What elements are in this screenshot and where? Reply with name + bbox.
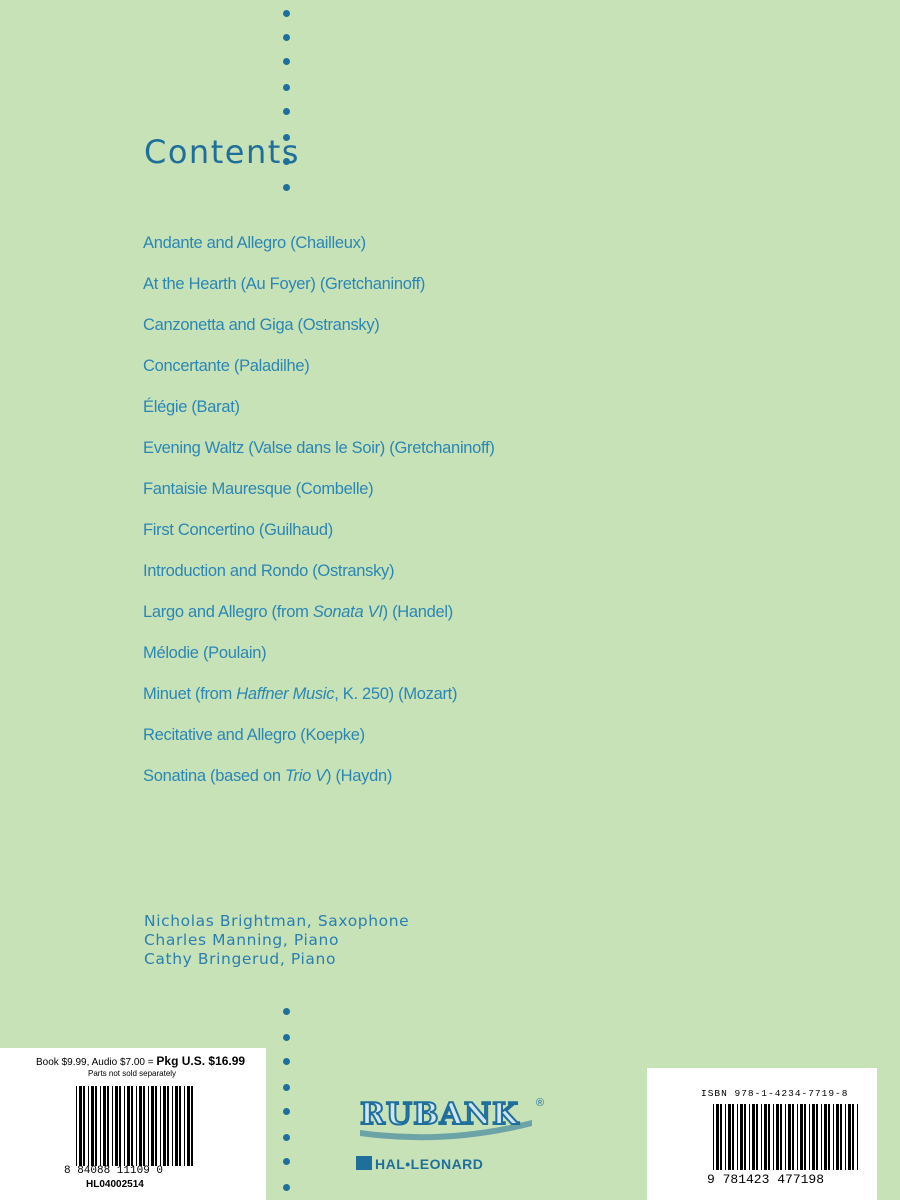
- barcode-bar: [785, 1104, 786, 1170]
- decorative-dot: [283, 108, 290, 115]
- barcode-bar: [179, 1086, 181, 1166]
- credit-line: Cathy Bringerud, Piano: [144, 950, 337, 968]
- barcode-bar: [91, 1086, 94, 1166]
- contents-item: [143, 275, 495, 316]
- contents-text: Largo and Allegro (from: [143, 603, 313, 621]
- decorative-dot: [283, 1184, 290, 1191]
- price-line: [36, 1054, 245, 1068]
- upc-digits: 8 84088 11109 0: [64, 1165, 164, 1177]
- barcode-bar: [187, 1086, 190, 1166]
- barcode-bar: [112, 1086, 113, 1166]
- registered-mark: ®: [536, 1097, 545, 1109]
- barcode-bar: [148, 1086, 149, 1166]
- decorative-dot: [283, 1134, 290, 1141]
- barcode-bar: [809, 1104, 810, 1170]
- contents-text: Introduction and Rondo (Ostransky): [143, 562, 395, 580]
- barcode-bar: [828, 1104, 830, 1170]
- contents-text: Élégie (Barat): [143, 398, 240, 416]
- contents-item: [143, 398, 495, 439]
- barcode-bar: [725, 1104, 726, 1170]
- price-sticker: [0, 1048, 266, 1200]
- contents-item: [143, 234, 495, 275]
- barcode-bar: [100, 1086, 101, 1166]
- contents-item: [143, 480, 495, 521]
- barcode-bar: [119, 1086, 121, 1166]
- isbn-sticker: [647, 1068, 877, 1200]
- barcode-bar: [749, 1104, 750, 1170]
- barcode-bar: [744, 1104, 746, 1170]
- contents-list: [143, 234, 495, 808]
- barcode-bar: [804, 1104, 806, 1170]
- credit-line: Charles Manning, Piano: [144, 931, 340, 949]
- barcode-bar: [88, 1086, 89, 1166]
- barcode-bar: [840, 1104, 842, 1170]
- contents-text: Minuet (from: [143, 685, 237, 703]
- decorative-dot: [283, 184, 290, 191]
- contents-item: [143, 439, 495, 480]
- barcode-bar: [172, 1086, 173, 1166]
- price-total: Pkg U.S. $16.99: [156, 1054, 246, 1068]
- barcode-bar: [812, 1104, 815, 1170]
- contents-item: [143, 357, 495, 398]
- barcode-bar: [167, 1086, 169, 1166]
- contents-text: Recitative and Allegro (Koepke): [143, 726, 365, 744]
- price-breakdown: Book $9.99, Audio $7.00 =: [36, 1057, 157, 1068]
- contents-item: [143, 685, 495, 726]
- barcode-bar: [139, 1086, 142, 1166]
- price-note: Parts not sold separately: [88, 1069, 177, 1078]
- barcode-bar: [155, 1086, 157, 1166]
- decorative-dot: [283, 1108, 290, 1115]
- contents-item: [143, 603, 495, 644]
- barcode-bar: [184, 1086, 185, 1166]
- barcode-bar: [740, 1104, 743, 1170]
- barcode-bar: [713, 1104, 714, 1170]
- barcode-bar: [773, 1104, 774, 1170]
- barcode-bar: [143, 1086, 145, 1166]
- product-code: HL04002514: [86, 1179, 144, 1190]
- barcode-bar: [83, 1086, 85, 1166]
- contents-item: [143, 767, 495, 808]
- barcode-bar: [163, 1086, 166, 1166]
- barcode-bar: [848, 1104, 851, 1170]
- rubank-wordmark: RUBANK: [360, 1097, 520, 1132]
- contents-item: [143, 562, 495, 603]
- contents-text: ) (Handel): [382, 603, 453, 621]
- barcode-bar: [752, 1104, 755, 1170]
- barcode-bar: [761, 1104, 762, 1170]
- barcode-bar: [852, 1104, 854, 1170]
- upc-barcode: [76, 1086, 196, 1166]
- decorative-dot: [283, 1158, 290, 1165]
- decorative-dot: [283, 34, 290, 41]
- barcode-bar: [756, 1104, 758, 1170]
- isbn-barcode: [713, 1104, 861, 1170]
- contents-text: Concertante (Paladilhe): [143, 357, 310, 375]
- contents-text: ) (Haydn): [325, 767, 393, 785]
- decorative-dot: [283, 10, 290, 17]
- barcode-bar: [845, 1104, 846, 1170]
- barcode-bar: [788, 1104, 791, 1170]
- performer-credits: [144, 912, 409, 969]
- barcode-bar: [833, 1104, 834, 1170]
- barcode-bar: [720, 1104, 722, 1170]
- barcode-bar: [716, 1104, 719, 1170]
- barcode-bar: [732, 1104, 734, 1170]
- barcode-bar: [764, 1104, 767, 1170]
- barcode-bar: [836, 1104, 839, 1170]
- barcode-bar: [103, 1086, 106, 1166]
- barcode-bar: [728, 1104, 731, 1170]
- decorative-dot: [283, 1058, 290, 1065]
- hal-leonard-logo: [356, 1156, 483, 1172]
- barcode-bar: [131, 1086, 133, 1166]
- hal-leonard-icon: [356, 1156, 372, 1170]
- contents-item: [143, 726, 495, 767]
- barcode-bar: [776, 1104, 779, 1170]
- barcode-bar: [136, 1086, 137, 1166]
- contents-text: Andante and Allegro (Chailleux): [143, 234, 366, 252]
- work-title-italic: Trio V: [285, 767, 326, 785]
- decorative-dot: [283, 1034, 290, 1041]
- barcode-bar: [175, 1086, 178, 1166]
- contents-text: Canzonetta and Giga (Ostransky): [143, 316, 380, 334]
- barcode-bar: [768, 1104, 770, 1170]
- isbn-digits: 9 781423 477198: [707, 1172, 825, 1187]
- decorative-dot: [283, 84, 290, 91]
- barcode-bar: [857, 1104, 858, 1170]
- decorative-dot: [283, 58, 290, 65]
- contents-text: Mélodie (Poulain): [143, 644, 267, 662]
- contents-text: , K. 250) (Mozart): [334, 685, 458, 703]
- barcode-bar: [780, 1104, 782, 1170]
- barcode-bar: [792, 1104, 794, 1170]
- barcode-bar: [797, 1104, 798, 1170]
- contents-text: At the Hearth (Au Foyer) (Gretchaninoff): [143, 275, 426, 293]
- barcode-bar: [160, 1086, 161, 1166]
- barcode-bar: [76, 1086, 77, 1166]
- contents-text: Fantaisie Mauresque (Combelle): [143, 480, 374, 498]
- barcode-bar: [124, 1086, 125, 1166]
- barcode-bar: [824, 1104, 827, 1170]
- work-title-italic: Haffner Music: [236, 685, 335, 703]
- credit-line: Nicholas Brightman, Saxophone: [144, 912, 410, 930]
- contents-text: First Concertino (Guilhaud): [143, 521, 333, 539]
- isbn-number: ISBN 978-1-4234-7719-8: [701, 1088, 849, 1099]
- page-title: Contents: [144, 133, 300, 172]
- contents-item: [143, 644, 495, 685]
- contents-text: Sonatina (based on: [143, 767, 285, 785]
- work-title-italic: Sonata VI: [312, 603, 383, 621]
- decorative-dot: [283, 1008, 290, 1015]
- publisher-name: HAL•LEONARD: [375, 1156, 484, 1172]
- decorative-dot: [283, 1084, 290, 1091]
- barcode-bar: [800, 1104, 803, 1170]
- barcode-bar: [191, 1086, 193, 1166]
- barcode-bar: [816, 1104, 818, 1170]
- barcode-bar: [115, 1086, 118, 1166]
- contents-text: Evening Waltz (Valse dans le Soir) (Gretchaninoff): [143, 439, 495, 457]
- barcode-bar: [151, 1086, 154, 1166]
- barcode-bar: [127, 1086, 130, 1166]
- barcode-bar: [107, 1086, 109, 1166]
- barcode-bar: [95, 1086, 97, 1166]
- barcode-bar: [737, 1104, 738, 1170]
- contents-item: [143, 521, 495, 562]
- contents-item: [143, 316, 495, 357]
- barcode-bar: [821, 1104, 822, 1170]
- barcode-bar: [79, 1086, 82, 1166]
